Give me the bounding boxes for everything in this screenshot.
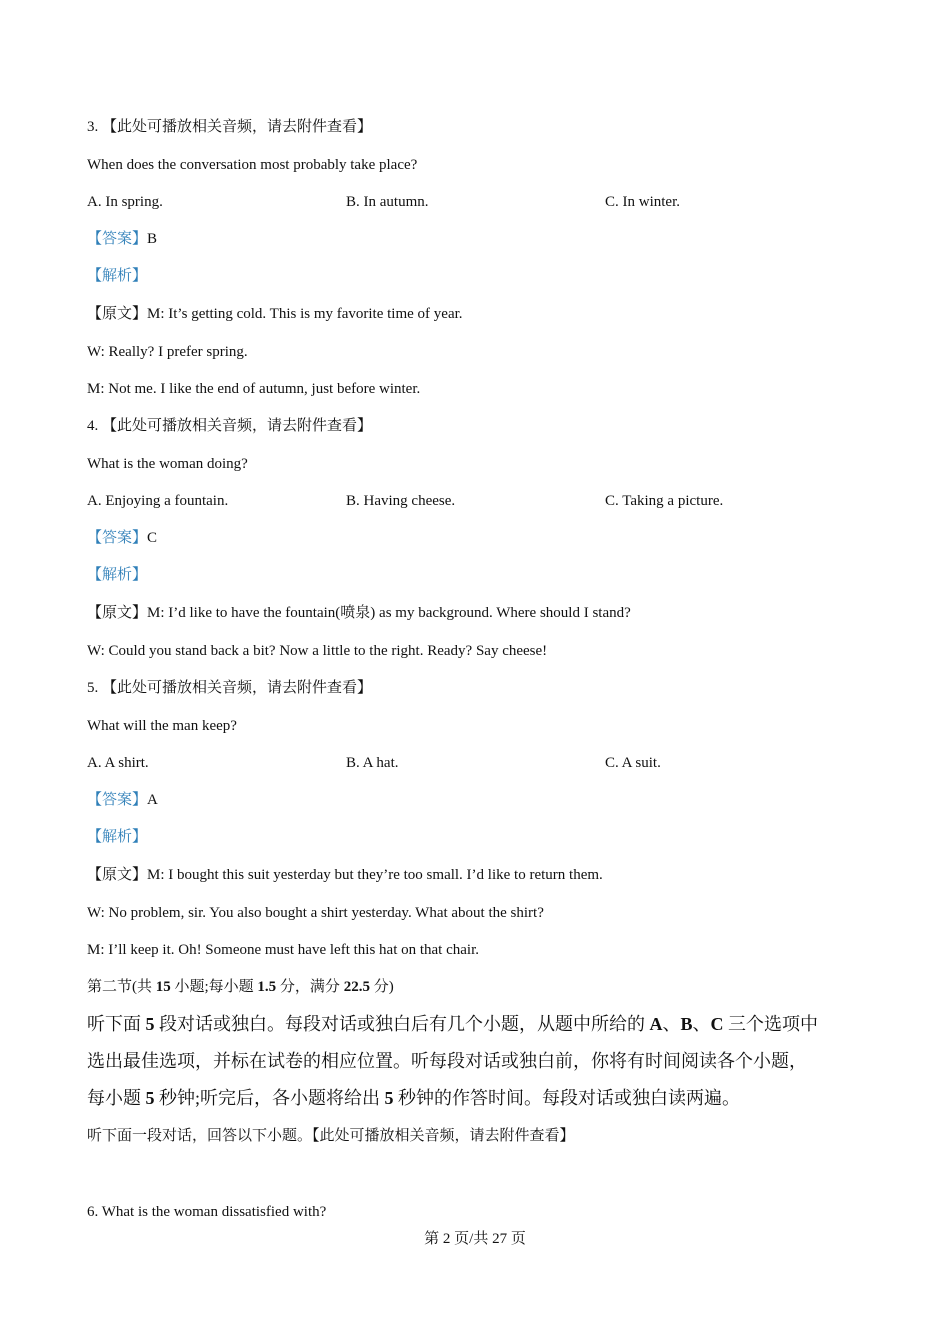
question-5-prompt: What will the man keep? <box>87 718 237 734</box>
analysis-tag: 【解析】 <box>87 268 148 284</box>
option-b: B. In autumn. <box>346 194 429 210</box>
option-c: C. Taking a picture. <box>605 493 724 509</box>
question-4-header <box>87 416 372 436</box>
answer-tag: 【答案】 <box>87 231 148 247</box>
question-4-prompt: What is the woman doing? <box>87 456 248 472</box>
analysis-tag: 【解析】 <box>87 567 148 583</box>
source-tag: 【原文】 <box>87 867 148 883</box>
option-a: A. A shirt. <box>87 755 149 771</box>
question-number: 5. <box>87 680 99 696</box>
source-tag: 【原文】 <box>87 306 148 322</box>
section-heading: 第二节(共 15 小题;每小题 1.5 分，满分 22.5 分) <box>87 979 394 995</box>
instruction-line: 听下面 5 段对话或独白。每段对话或独白后有几个小题，从题中所给的 A、B、C 三个选项中 <box>87 1014 819 1034</box>
audio-note: 【此处可播放相关音频，请去附件查看】 <box>102 119 373 135</box>
question-3-header <box>87 117 372 137</box>
answer-value: A <box>147 792 158 808</box>
source-tag: 【原文】 <box>87 605 148 621</box>
option-c: C. A suit. <box>605 755 661 771</box>
analysis-tag: 【解析】 <box>87 829 148 845</box>
transcript-line: 【原文】M: It’s getting cold. This is my favorite time of year. <box>87 306 463 322</box>
question-number: 3. <box>87 119 99 135</box>
option-b: B. A hat. <box>346 755 399 771</box>
transcript-line: W: Really? I prefer spring. <box>87 344 248 360</box>
audio-note: 【此处可播放相关音频，请去附件查看】 <box>102 680 373 696</box>
option-c: C. In winter. <box>605 194 680 210</box>
answer-tag: 【答案】 <box>87 530 148 546</box>
answer-line <box>87 528 157 548</box>
option-a: A. In spring. <box>87 194 163 210</box>
question-5-header <box>87 678 372 698</box>
option-b: B. Having cheese. <box>346 493 456 509</box>
question-3-prompt: When does the conversation most probably take place? <box>87 157 418 173</box>
answer-value: C <box>147 530 158 546</box>
transcript-line: W: No problem, sir. You also bought a shirt yesterday. What about the shirt? <box>87 905 544 921</box>
listen-prompt: 听下面一段对话，回答以下小题。【此处可播放相关音频，请去附件查看】 <box>87 1128 575 1144</box>
question-6-prompt: 6. What is the woman dissatisfied with? <box>87 1204 327 1220</box>
answer-line <box>87 229 157 249</box>
instruction-line: 每小题 5 秒钟;听完后，各小题将给出 5 秒钟的作答时间。每段对话或独白读两遍。 <box>87 1088 741 1108</box>
transcript-line: M: Not me. I like the end of autumn, just before winter. <box>87 381 421 397</box>
page-footer: 第 2 页/共 27 页 <box>424 1231 526 1247</box>
transcript-line: W: Could you stand back a bit? Now a little to the right. Ready? Say cheese! <box>87 643 548 659</box>
answer-value: B <box>147 231 158 247</box>
instruction-line: 选出最佳选项，并标在试卷的相应位置。听每段对话或独白前，你将有时间阅读各个小题， <box>87 1051 807 1071</box>
transcript-line: 【原文】M: I bought this suit yesterday but they’re too small. I’d like to return them. <box>87 867 603 883</box>
transcript-line: M: I’ll keep it. Oh! Someone must have left this hat on that chair. <box>87 942 479 958</box>
audio-note: 【此处可播放相关音频，请去附件查看】 <box>102 418 373 434</box>
transcript-line: 【原文】M: I’d like to have the fountain(喷泉) as my background. Where should I stand? <box>87 605 631 621</box>
answer-tag: 【答案】 <box>87 792 148 808</box>
option-a: A. Enjoying a fountain. <box>87 493 229 509</box>
answer-line <box>87 790 158 810</box>
question-number: 4. <box>87 418 99 434</box>
